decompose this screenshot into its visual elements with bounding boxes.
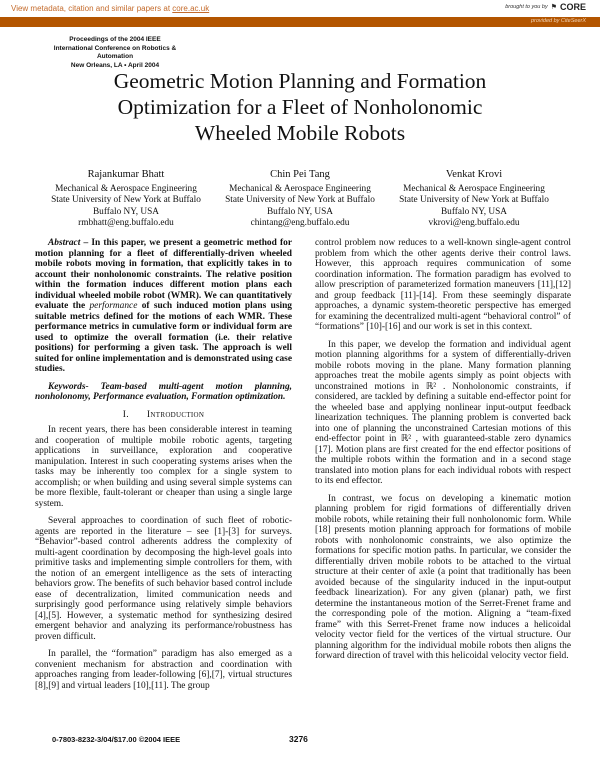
brought-by[interactable] (505, 2, 586, 12)
body-paragraph: In this paper, we develop the formation and individual agent motion planning algorithms for a system of differentially-driven mobile robots moving in the plane. Many formation planning approaches treat the mobile agents simply as point objects with unconstrained motions in ℝ² . Nonholonomic constraints, if considered, are tackled by defining a suitable end-effector point for the wheeled base and applying nonlinear input-output feedback linearization techniques. The planning problem is converted back into one of planning the unconstrained Cartesian motions of this end-effector point in ℝ² , with guaranteed-stable zero dynamics [17]. Motion plans are first created for the end effector positions of the multiple robots within the formation and in a second stage translated into motion plans for each individual robots with respect to its end effector. (315, 339, 571, 486)
body-paragraph: In parallel, the “formation” paradigm has also emerged as a convenient mechanism for abstraction and coordination with approaches ranging from leader-following [6],[7], virtual structures [8],[9] and virtual leaders [10],[11]. The group (35, 649, 292, 691)
author-location: Buffalo NY, USA (266, 206, 334, 217)
author-dept: Mechanical & Aerospace Engineering (55, 183, 197, 194)
author-univ: State University of New York at Buffalo (225, 195, 375, 205)
author-block (40, 169, 212, 230)
proceedings-line: International Conference on Robotics & Automation (53, 44, 177, 60)
author-location: Buffalo NY, USA (440, 206, 508, 217)
author-dept: Mechanical & Aerospace Engineering (229, 183, 371, 194)
page-number: 3276 (289, 734, 308, 744)
author-name: Chin Pei Tang (270, 169, 330, 180)
author-email: chintang@eng.buffalo.edu (250, 218, 350, 228)
paper-title (60, 68, 540, 146)
section-heading (35, 410, 292, 421)
proceedings-line: Proceedings of the 2004 IEEE (69, 36, 161, 43)
core-label: CORE (559, 2, 586, 12)
provider-bar (0, 17, 600, 27)
abstract-text: – In this paper, we present a geometric method for motion planning for a fleet of differentially-driven wheeled mobile robots moving in formation, that explicitly takes in to account their nonholonomic constraints. The relative position within the formation induces different motion plans each individual wheeled mobile robot (WMR). We can quantitatively evaluate the (35, 238, 292, 311)
abstract-label: Abstract (48, 238, 81, 248)
metadata-text: View metadata, citation and similar papers at (11, 4, 173, 13)
keywords: Keywords- Team-based multi-agent motion planning, nonholonomy, Performance evaluation, Formation optimization. (35, 381, 292, 402)
brought-text: brought to you by (505, 4, 548, 10)
body-paragraph: In contrast, we focus on developing a kinematic motion planning problem for rigid formations of differentially driven mobile robots, while retaining their full nonholonomic form. While [18] presents motion planning approach for formations of mobile robots with nonholonomic constraints, we also optimize the formations for specific motion paths. In particular, we consider the differentially driven mobile robots to be attached to the virtual structure at their center of axle (a point that traditionally has been avoided because of the singularity induced in the input-output feedback linearization). For any given (planar) path, we first determine the instantaneous motion of the Serret-Frenet frame and the corresponding pole of the motion. Aligning a “team-fixed frame” with this Serret-Frenet frame now induces a helicoidal velocity vector field for the vertices of the virtual structure. Our planning algorithm for the individual mobile robots then aligns the forward direction of travel with this helicoidal velocity vector field. (315, 493, 571, 661)
left-column (35, 238, 292, 698)
abstract (35, 238, 292, 375)
author-dept: Mechanical & Aerospace Engineering (403, 183, 545, 194)
author-list (40, 169, 560, 230)
body-paragraph: Several approaches to coordination of such fleet of robotic-agents are reported in the literature – see [1]-[3] for surveys. “Behavior”-based control adherents address the complexity of multi-agent coordination by decomposing the high-level goals into primitive tasks and implementing simple controllers for them, with the notion of an emergent intelligence as the sets of interacting behaviors grow. The benefits of such behavior based control include ease of decentralization, limited communication needs and surprisingly good performance using relatively simple behaviors [4],[5]. However, a systematic method for synthesizing desired emergent behavior and analyzing its performance/robustness has proven difficult. (35, 516, 292, 642)
abstract-text: of such induced motion plans using suitable metrics defined for the motions of each WMR. These performance metrics in cumulative form or individual form are used to optimize the overall formation (i.e. their relative positions) for performing a given task. The approach is well suited for online implementation and is demonstrated using case studies. (35, 301, 292, 374)
author-univ: State University of New York at Buffalo (51, 195, 201, 205)
body-paragraph: control problem now reduces to a well-known single-agent control problem from which the other agents derive their control laws. However, this approach requires communication of some coordination information. The formation paradigm has evolved to allow prescription of parameterized formation maneuvers [11],[12] and group feedback [11]-[14]. From these seemingly disparate approaches, a dynamic system-theoretic perspective has emerged for examining the decentralized multi-agent “behavioral control” of “formations” [10]-[16] and our work is set in this context. (315, 238, 571, 332)
provided-by-text: provided by CiteSeerX (530, 18, 586, 24)
title-line: Geometric Motion Planning and Formation (113, 69, 487, 93)
core-logo-icon: ⚑ (550, 4, 557, 11)
section-number: I. (122, 408, 129, 420)
copyright-notice: 0-7803-8232-3/04/$17.00 ©2004 IEEE (52, 735, 181, 744)
proceedings-header (40, 36, 190, 70)
section-title: Introduction (146, 408, 205, 420)
core-link[interactable]: core.ac.uk (172, 4, 210, 13)
author-email: vkrovi@eng.buffalo.edu (428, 218, 520, 228)
author-block (214, 169, 386, 230)
author-block (388, 169, 560, 230)
title-line: Optimization for a Fleet of Nonholonomic (117, 95, 483, 119)
title-line: Wheeled Mobile Robots (194, 121, 406, 145)
author-name: Rajankumar Bhatt (87, 169, 165, 180)
body-paragraph: In recent years, there has been considerable interest in teaming and cooperation of multiple mobile robotic agents, targeting applications in surveillance, exploration and cooperative manipulation. Interest in such cooperating systems arises when the tasks may be inherently too complex for a single system to accomplish; or when building and using several simple systems can be more flexible, fault-tolerant or cheaper than using a single large system. (35, 425, 292, 509)
author-name: Venkat Krovi (445, 169, 503, 180)
core-banner (0, 0, 600, 16)
right-column (315, 238, 571, 669)
author-location: Buffalo NY, USA (92, 206, 160, 217)
proceedings-line: New Orleans, LA • April 2004 (70, 61, 160, 69)
metadata-link-text (11, 4, 209, 13)
author-email: rmbhatt@eng.buffalo.edu (78, 218, 174, 228)
abstract-emphasis: performance (89, 301, 138, 311)
author-univ: State University of New York at Buffalo (399, 195, 549, 205)
